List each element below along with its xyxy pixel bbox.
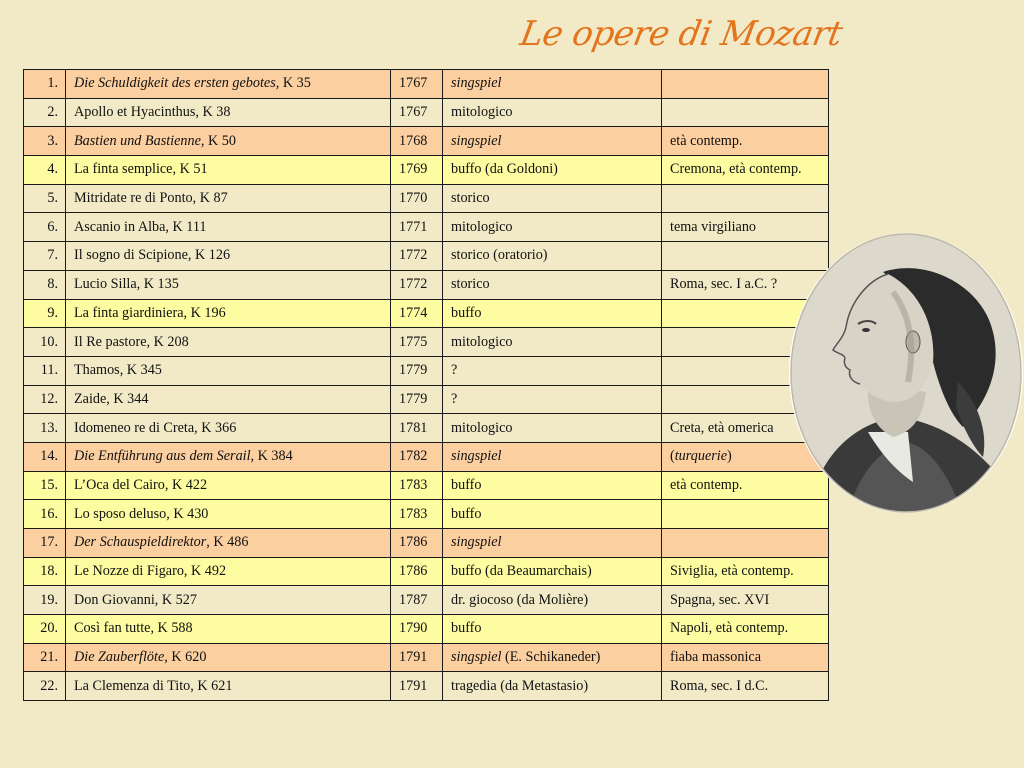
table-row [24, 414, 829, 443]
year-cell: 1770 [391, 184, 443, 213]
genre-text: mitologico [451, 104, 513, 121]
row-number-cell: 4. [24, 156, 66, 185]
opera-title: L’Oca del Cairo, K 422 [74, 476, 208, 493]
row-number-cell: 7. [24, 242, 66, 271]
row-number-cell: 19. [24, 586, 66, 615]
note-text: ( [670, 448, 675, 465]
year-cell: 1772 [391, 242, 443, 271]
opera-title: Il sogno di Scipione, K 126 [74, 247, 231, 264]
setting-note-cell [662, 529, 829, 558]
note-text: Creta, età omerica [670, 419, 774, 436]
note-text: tema virgiliano [670, 218, 757, 235]
opera-title-cell [66, 557, 391, 586]
genre-text: buffo [451, 620, 482, 637]
opera-title-cell [66, 672, 391, 701]
table-row [24, 500, 829, 529]
year-cell: 1786 [391, 557, 443, 586]
genre-text: buffo [451, 304, 482, 321]
opera-title-cell [66, 414, 391, 443]
genre-cell [443, 184, 662, 213]
opera-title: Idomeneo re di Creta, K 366 [74, 419, 237, 436]
opera-title-cell [66, 356, 391, 385]
row-number-cell: 9. [24, 299, 66, 328]
table-row [24, 98, 829, 127]
genre-text: singspiel [451, 75, 502, 92]
setting-note-cell [662, 672, 829, 701]
koechel-number: , K 486 [206, 534, 249, 551]
opera-title-cell [66, 328, 391, 357]
opera-title: Mitridate re di Ponto, K 87 [74, 190, 228, 207]
genre-text: mitologico [451, 419, 513, 436]
genre-cell [443, 672, 662, 701]
koechel-number: , K 50 [200, 132, 236, 149]
table-row [24, 471, 829, 500]
opera-title: Ascanio in Alba, K 111 [74, 218, 207, 235]
opera-title-cell [66, 127, 391, 156]
year-cell: 1791 [391, 672, 443, 701]
genre-text: mitologico [451, 218, 513, 235]
year-cell: 1767 [391, 70, 443, 99]
row-number-cell: 6. [24, 213, 66, 242]
row-number-cell: 22. [24, 672, 66, 701]
genre-text: storico [451, 190, 490, 207]
genre-text: storico (oratorio) [451, 247, 548, 264]
note-text: Cremona, età contemp. [670, 161, 802, 178]
genre-cell [443, 471, 662, 500]
genre-text: buffo (da Goldoni) [451, 161, 558, 178]
opera-title: Lo sposo deluso, K 430 [74, 505, 209, 522]
genre-cell [443, 127, 662, 156]
setting-note-cell [662, 156, 829, 185]
koechel-number: , K 384 [250, 448, 293, 465]
koechel-number: , K 35 [275, 75, 311, 92]
row-number-cell: 15. [24, 471, 66, 500]
table-row [24, 184, 829, 213]
genre-text: buffo (da Beaumarchais) [451, 563, 592, 580]
opera-title: Bastien und Bastienne [74, 132, 201, 149]
year-cell: 1787 [391, 586, 443, 615]
row-number-cell: 16. [24, 500, 66, 529]
genre-text: tragedia (da Metastasio) [451, 677, 589, 694]
opera-title-cell [66, 98, 391, 127]
opera-title: Die Entführung aus dem Serail [74, 448, 251, 465]
opera-title: Le Nozze di Figaro, K 492 [74, 563, 227, 580]
setting-note-cell [662, 98, 829, 127]
opera-title-cell [66, 184, 391, 213]
year-cell: 1782 [391, 442, 443, 471]
row-number-cell: 3. [24, 127, 66, 156]
note-text: Siviglia, età contemp. [670, 563, 794, 580]
note-text-end: ) [727, 448, 732, 465]
table-row [24, 385, 829, 414]
table-row [24, 70, 829, 99]
genre-cell [443, 414, 662, 443]
note-text: Roma, sec. I d.C. [670, 677, 769, 694]
setting-note-cell [662, 70, 829, 99]
genre-text: singspiel [451, 448, 502, 465]
genre-text: buffo [451, 476, 482, 493]
row-number-cell: 21. [24, 643, 66, 672]
operas-table [23, 69, 829, 701]
genre-text: ? [451, 390, 458, 407]
genre-text: mitologico [451, 333, 513, 350]
row-number-cell: 12. [24, 385, 66, 414]
genre-cell [443, 385, 662, 414]
note-text: Spagna, sec. XVI [670, 591, 770, 608]
row-number-cell: 20. [24, 615, 66, 644]
genre-cell [443, 557, 662, 586]
row-number-cell: 11. [24, 356, 66, 385]
genre-cell [443, 356, 662, 385]
opera-title: La finta giardiniera, K 196 [74, 304, 226, 321]
table-row [24, 356, 829, 385]
opera-title-cell [66, 643, 391, 672]
year-cell: 1790 [391, 615, 443, 644]
opera-title: La Clemenza di Tito, K 621 [74, 677, 233, 694]
genre-cell [443, 615, 662, 644]
row-number-cell: 5. [24, 184, 66, 213]
row-number-cell: 8. [24, 270, 66, 299]
note-text: età contemp. [670, 132, 743, 149]
genre-cell [443, 442, 662, 471]
year-cell: 1768 [391, 127, 443, 156]
year-cell: 1771 [391, 213, 443, 242]
setting-note-cell [662, 615, 829, 644]
year-cell: 1791 [391, 643, 443, 672]
row-number-cell: 2. [24, 98, 66, 127]
table-row [24, 213, 829, 242]
genre-text: singspiel [451, 534, 502, 551]
year-cell: 1772 [391, 270, 443, 299]
genre-text: dr. giocoso (da Molière) [451, 591, 589, 608]
genre-cell [443, 299, 662, 328]
opera-title-cell [66, 242, 391, 271]
opera-title: Così fan tutte, K 588 [74, 620, 193, 637]
opera-title-cell [66, 586, 391, 615]
mozart-portrait [788, 232, 1024, 514]
koechel-number: , K 620 [164, 649, 207, 666]
setting-note-cell [662, 184, 829, 213]
note-text: Roma, sec. I a.C. ? [670, 276, 778, 293]
opera-title-cell [66, 500, 391, 529]
note-italic: turquerie [674, 448, 728, 465]
opera-title: Apollo et Hyacinthus, K 38 [74, 104, 231, 121]
note-text: Napoli, età contemp. [670, 620, 789, 637]
note-text: età contemp. [670, 476, 743, 493]
opera-title-cell [66, 385, 391, 414]
setting-note-cell [662, 127, 829, 156]
year-cell: 1774 [391, 299, 443, 328]
year-cell: 1779 [391, 385, 443, 414]
setting-note-cell [662, 557, 829, 586]
table-row [24, 270, 829, 299]
opera-title: Der Schauspieldirektor [74, 534, 207, 551]
genre-text: ? [451, 362, 458, 379]
note-text: fiaba massonica [670, 649, 761, 666]
genre-cell [443, 213, 662, 242]
row-number-cell: 18. [24, 557, 66, 586]
opera-title-cell [66, 442, 391, 471]
year-cell: 1783 [391, 500, 443, 529]
table-row [24, 672, 829, 701]
genre-cell [443, 156, 662, 185]
opera-title: Don Giovanni, K 527 [74, 591, 197, 608]
table-row [24, 127, 829, 156]
genre-cell [443, 643, 662, 672]
opera-title-cell [66, 270, 391, 299]
year-cell: 1786 [391, 529, 443, 558]
setting-note-cell [662, 586, 829, 615]
genre-cell [443, 328, 662, 357]
table-row [24, 615, 829, 644]
year-cell: 1769 [391, 156, 443, 185]
opera-title-cell [66, 529, 391, 558]
year-cell: 1775 [391, 328, 443, 357]
opera-title: Thamos, K 345 [74, 362, 162, 379]
genre-extra: (E. Schikaneder) [501, 649, 601, 666]
genre-cell [443, 529, 662, 558]
table-row [24, 557, 829, 586]
year-cell: 1767 [391, 98, 443, 127]
table-row [24, 299, 829, 328]
genre-text: storico [451, 276, 490, 293]
setting-note-cell [662, 643, 829, 672]
opera-title: Lucio Silla, K 135 [74, 276, 179, 293]
table-row [24, 242, 829, 271]
row-number-cell: 10. [24, 328, 66, 357]
row-number-cell: 13. [24, 414, 66, 443]
genre-text: singspiel [451, 649, 502, 666]
opera-title-cell [66, 156, 391, 185]
row-number-cell: 1. [24, 70, 66, 99]
table-row [24, 328, 829, 357]
opera-title-cell [66, 471, 391, 500]
genre-cell [443, 98, 662, 127]
genre-cell [443, 70, 662, 99]
row-number-cell: 17. [24, 529, 66, 558]
year-cell: 1783 [391, 471, 443, 500]
genre-text: singspiel [451, 132, 502, 149]
row-number-cell: 14. [24, 442, 66, 471]
opera-title-cell [66, 299, 391, 328]
opera-title: Die Zauberflöte [74, 649, 165, 666]
table-row [24, 643, 829, 672]
operas-table-body [24, 70, 829, 701]
opera-title: Zaide, K 344 [74, 390, 149, 407]
genre-cell [443, 586, 662, 615]
opera-title-cell [66, 213, 391, 242]
genre-text: buffo [451, 505, 482, 522]
table-row [24, 529, 829, 558]
opera-title-cell [66, 70, 391, 99]
genre-cell [443, 500, 662, 529]
table-row [24, 156, 829, 185]
opera-title: Il Re pastore, K 208 [74, 333, 189, 350]
year-cell: 1779 [391, 356, 443, 385]
table-row [24, 586, 829, 615]
opera-title-cell [66, 615, 391, 644]
opera-title: Die Schuldigkeit des ersten gebotes [74, 75, 276, 92]
genre-cell [443, 270, 662, 299]
year-cell: 1781 [391, 414, 443, 443]
opera-title: La finta semplice, K 51 [74, 161, 208, 178]
genre-cell [443, 242, 662, 271]
table-row [24, 442, 829, 471]
page-title: Le opere di Mozart [517, 14, 846, 54]
